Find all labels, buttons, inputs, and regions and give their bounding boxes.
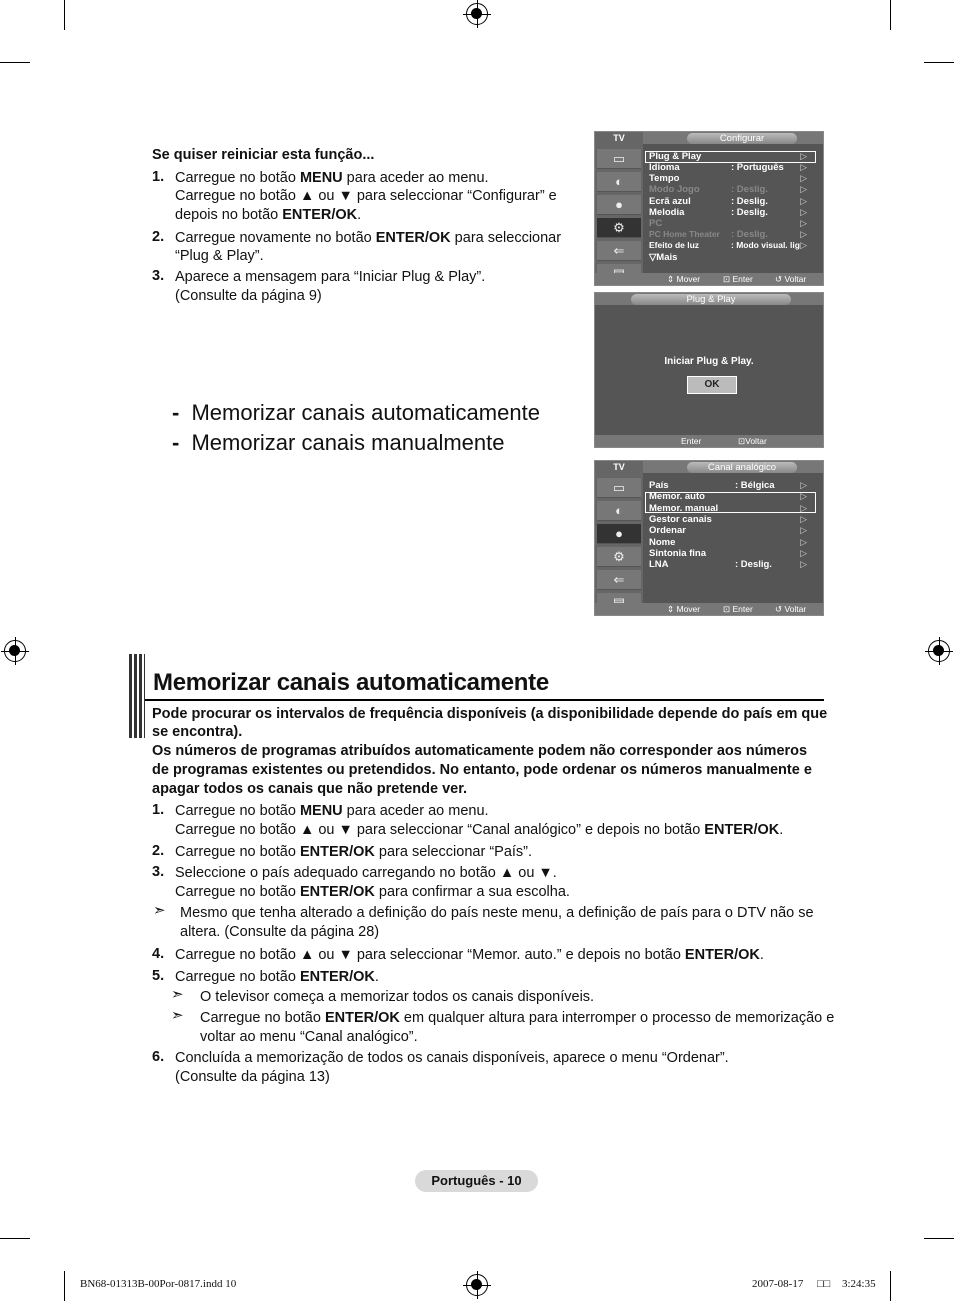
text-run: Carregue no botão: [175, 969, 300, 985]
step-number: 1.: [152, 169, 165, 185]
menu-item-value: : Deslig.: [731, 196, 768, 207]
submenu-arrow-icon: ▷: [800, 503, 807, 513]
step-text: [175, 268, 485, 287]
print-time: 3:24:35: [842, 1278, 876, 1290]
menu-item-label: Ordenar: [649, 525, 686, 536]
step-number: 6.: [152, 1049, 165, 1065]
note-text: altera. (Consulte da página 28): [180, 924, 380, 940]
text-run: ENTER/OK: [375, 230, 451, 246]
menu-item-label: Idioma: [649, 162, 680, 173]
step-text: [175, 883, 570, 902]
step-text: [175, 1049, 729, 1068]
section-marker: [129, 654, 145, 738]
step-number: 4.: [152, 946, 165, 962]
osd-plug-and-play: [594, 292, 824, 448]
submenu-arrow-icon: ▷: [800, 525, 807, 535]
menu-item-value: : Bélgica: [735, 480, 775, 491]
text-run: para aceder ao menu.: [342, 803, 489, 819]
footer-enter: Enter: [681, 436, 702, 446]
text-run: (Consulte da página 9): [175, 288, 322, 304]
menu-item-value: : Deslig.: [735, 559, 772, 570]
note-text: [200, 1009, 834, 1028]
footer-move: ⇕ Mover: [667, 604, 701, 614]
print-date: 2007-08-17: [752, 1278, 804, 1290]
menu-item-label: Ecrã azul: [649, 196, 691, 207]
sound-icon: ◐: [597, 172, 641, 192]
step-number: 1.: [152, 802, 165, 818]
submenu-arrow-icon: ▷: [800, 229, 807, 239]
submenu-arrow-icon: ▷: [800, 548, 807, 558]
step-text: [175, 229, 561, 248]
menu-title: Canal analógico: [687, 462, 797, 473]
text-run: Carregue no botão: [175, 844, 300, 860]
text-run: Carregue no botão: [175, 803, 300, 819]
step-number: 3.: [152, 864, 165, 880]
intro-paragraph-line: se encontra).: [152, 724, 243, 740]
intro-paragraph-line: Pode procurar os intervalos de frequência disponíveis (a disponibilidade depende do país em que: [152, 706, 828, 722]
plug-play-message: Iniciar Plug & Play.: [664, 356, 754, 367]
section-rule: [145, 699, 824, 701]
crop-mark: [0, 62, 30, 63]
step-text: [175, 864, 557, 883]
submenu-arrow-icon: ▷: [800, 162, 807, 172]
text-run: para aceder ao menu.: [342, 170, 489, 186]
menu-item-label: Gestor canais: [649, 514, 712, 525]
setup-icon: ⚙: [597, 218, 641, 238]
text-run: Carregue novamente no botão: [175, 230, 376, 246]
crop-mark: [0, 1238, 30, 1239]
note-text: [200, 1028, 418, 1047]
input-icon: ⇐: [597, 241, 641, 261]
menu-item-value: : Deslig.: [731, 207, 768, 218]
text-run: ENTER/OK: [324, 1010, 400, 1026]
note-arrow-icon: ➣: [171, 1007, 184, 1024]
crop-mark: [64, 1271, 65, 1301]
step-text: [175, 843, 532, 862]
footer-back: ↺ Voltar: [775, 604, 807, 614]
note-arrow-icon: ➣: [171, 986, 184, 1003]
registration-mark-icon: [466, 3, 488, 25]
step-text: [175, 802, 489, 821]
ok-button[interactable]: OK: [687, 376, 737, 394]
menu-title: Plug & Play: [631, 294, 791, 305]
menu-sidebar: [595, 473, 643, 603]
step-number: 2.: [152, 229, 165, 245]
toc-item-2: [172, 430, 504, 456]
step-text: [175, 821, 783, 840]
step-number: 5.: [152, 968, 165, 984]
step-number: 2.: [152, 843, 165, 859]
crop-mark: [890, 1271, 891, 1301]
text-run: Carregue no botão: [175, 170, 300, 186]
text-run: “Plug & Play”.: [175, 248, 264, 264]
menu-item-label: Tempo: [649, 173, 680, 184]
picture-icon: ▭: [597, 478, 641, 498]
text-run: ENTER/OK: [299, 969, 375, 985]
text-run: MENU: [299, 170, 343, 186]
submenu-arrow-icon: ▷: [800, 196, 807, 206]
submenu-arrow-icon: ▷: [800, 240, 807, 250]
footer-move: ⇕ Mover: [667, 274, 701, 284]
print-boxes: □□: [817, 1278, 831, 1290]
step-text: [175, 946, 764, 965]
menu-item-label: Modo Jogo: [649, 184, 700, 195]
channel-icon: ●: [597, 524, 641, 544]
submenu-arrow-icon: ▷: [800, 207, 807, 217]
intro-heading: Se quiser reiniciar esta função...: [152, 147, 375, 163]
text-run: para seleccionar “País”.: [374, 844, 533, 860]
toc-bullet: -: [172, 430, 180, 455]
setup-icon: ⚙: [597, 547, 641, 567]
text-run: Carregue no botão ▲ ou ▼ para seleccionar “Canal analógico” e depois no botão: [175, 822, 705, 838]
menu-item-label: Sintonia fina: [649, 548, 706, 559]
text-run: ENTER/OK: [299, 884, 375, 900]
submenu-arrow-icon: ▷: [800, 491, 807, 501]
submenu-arrow-icon: ▷: [800, 218, 807, 228]
submenu-arrow-icon: ▷: [800, 514, 807, 524]
text-run: ENTER/OK: [704, 822, 780, 838]
menu-item-label: Memor. auto: [649, 491, 705, 502]
crop-mark: [924, 62, 954, 63]
channel-icon: ●: [597, 195, 641, 215]
menu-item-label: PC Home Theater: [649, 229, 720, 239]
menu-sidebar: [595, 144, 643, 273]
text-run: para confirmar a sua escolha.: [374, 884, 570, 900]
crop-mark: [890, 0, 891, 30]
step-number: 3.: [152, 268, 165, 284]
toc-item-1: [172, 400, 540, 426]
menu-title: Configurar: [687, 133, 797, 144]
text-run: para seleccionar: [450, 230, 562, 246]
text-run: Carregue no botão ▲ ou ▼ para seleccionar “Memor. auto.” e depois no botão: [175, 947, 685, 963]
footer-enter: ⊡ Enter: [723, 274, 753, 284]
step-text: [175, 169, 489, 188]
text-run: .: [357, 207, 362, 223]
crop-mark: [64, 0, 65, 30]
menu-item-label: Plug & Play: [649, 151, 702, 162]
tv-tab: TV: [595, 132, 643, 144]
toc-item-2-label: Memorizar canais manualmente: [191, 430, 505, 455]
text-run: Carregue no botão: [200, 1010, 325, 1026]
text-run: Concluída a memorização de todos os canais disponíveis, aparece o menu “Ordenar”.: [175, 1050, 729, 1066]
print-file-name: BN68-01313B-00Por-0817.indd 10: [80, 1278, 237, 1290]
text-run: ENTER/OK: [282, 207, 358, 223]
input-icon: ⇐: [597, 570, 641, 590]
menu-item-value: : Deslig.: [731, 229, 768, 240]
text-run: Carregue no botão ▲ ou ▼ para seleccionar “Configurar” e: [175, 188, 557, 204]
page-number-badge: Português - 10: [415, 1170, 538, 1192]
note-text: Mesmo que tenha alterado a definição do país neste menu, a definição de país para o DTV não se: [180, 905, 814, 921]
text-run: Carregue no botão: [175, 884, 300, 900]
menu-footer: [595, 435, 823, 447]
text-run: MENU: [299, 803, 343, 819]
intro-paragraph-line: de programas existentes ou pretendidos. No entanto, pode ordenar os números manualmente e: [152, 762, 812, 778]
submenu-arrow-icon: ▷: [800, 537, 807, 547]
step-text: [175, 187, 557, 206]
text-run: em qualquer altura para interromper o processo de memorização e: [399, 1010, 835, 1026]
text-run: .: [779, 822, 784, 838]
picture-icon: ▭: [597, 149, 641, 169]
menu-item-label: LNA: [649, 559, 669, 570]
registration-mark-icon: [4, 640, 26, 662]
text-run: .: [759, 947, 764, 963]
menu-item-value: : Modo visual. lig: [731, 240, 800, 250]
menu-item-label: Nome: [649, 537, 676, 548]
osd-canal-analogico-menu: [594, 460, 824, 616]
submenu-arrow-icon: ▷: [800, 559, 807, 569]
step-text: [175, 287, 322, 306]
menu-item-label: País: [649, 480, 669, 491]
osd-configurar-menu: [594, 131, 824, 286]
menu-item-label: Memor. manual: [649, 503, 719, 514]
menu-item-label: Melodia: [649, 207, 685, 218]
toc-bullet: -: [172, 400, 180, 425]
submenu-arrow-icon: ▷: [800, 173, 807, 183]
submenu-arrow-icon: ▷: [800, 184, 807, 194]
menu-item-label: PC: [649, 218, 663, 229]
menu-item-label: ▽Mais: [649, 252, 678, 263]
step-text: [175, 206, 361, 225]
note-text: O televisor começa a memorizar todos os canais disponíveis.: [200, 989, 595, 1005]
step-text: [175, 968, 379, 987]
menu-footer: [595, 603, 823, 615]
footer-back: ⊡Voltar: [738, 436, 767, 446]
crop-mark: [924, 1238, 954, 1239]
text-run: ENTER/OK: [299, 844, 375, 860]
text-run: (Consulte da página 13): [175, 1069, 330, 1085]
step-text: [175, 247, 264, 266]
text-run: ENTER/OK: [684, 947, 760, 963]
text-run: voltar ao menu “Canal analógico”.: [200, 1029, 418, 1045]
text-run: .: [374, 969, 379, 985]
sound-icon: ◐: [597, 501, 641, 521]
menu-item-value: : Português: [731, 162, 784, 173]
step-text: [175, 1068, 330, 1087]
menu-footer: [595, 273, 823, 285]
menu-item-label: Efeito de luz: [649, 240, 700, 250]
toc-item-1-label: Memorizar canais automaticamente: [191, 400, 540, 425]
footer-back: ↺ Voltar: [775, 274, 807, 284]
note-arrow-icon: ➣: [153, 902, 166, 919]
intro-paragraph-line: Os números de programas atribuídos automaticamente podem não corresponder aos números: [152, 743, 808, 759]
tv-tab: TV: [595, 461, 643, 473]
text-run: Aparece a mensagem para “Iniciar Plug & Play”.: [175, 269, 486, 285]
section-title: Memorizar canais automaticamente: [153, 669, 549, 696]
intro-paragraph-line: apagar todos os canais que não pretende ver.: [152, 781, 468, 797]
submenu-arrow-icon: ▷: [800, 480, 807, 490]
text-run: depois no botão: [175, 207, 283, 223]
menu-item-value: : Deslig.: [731, 184, 768, 195]
text-run: Seleccione o país adequado carregando no botão ▲ ou ▼.: [175, 865, 557, 881]
footer-enter: ⊡ Enter: [723, 604, 753, 614]
submenu-arrow-icon: ▷: [800, 151, 807, 161]
registration-mark-icon: [466, 1274, 488, 1296]
registration-mark-icon: [928, 640, 950, 662]
